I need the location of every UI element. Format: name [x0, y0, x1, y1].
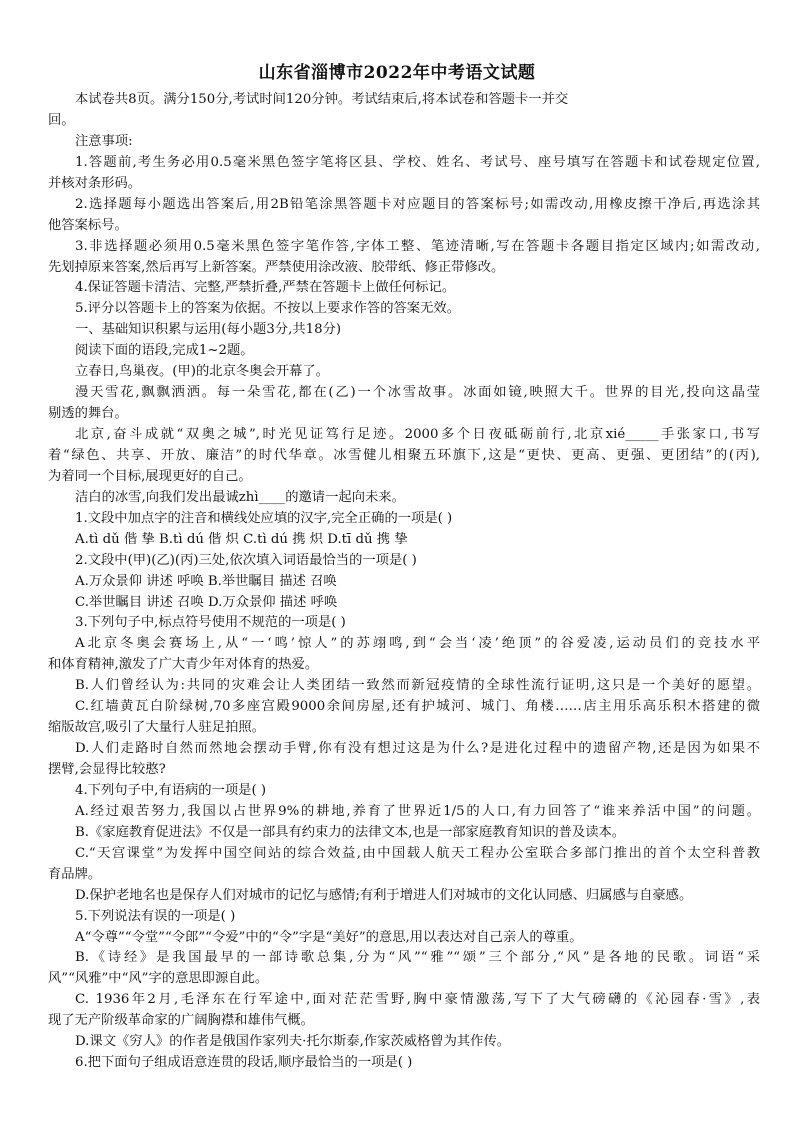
page-title: 山东省淄博市2022年中考语文试题 [258, 63, 536, 83]
text-line: 北京,奋斗成就“双奥之城”,时光见证笃行足迹。2000多个日夜砥砺前行,北京xié_____手张家口,书写 [75, 427, 760, 442]
text-line: 摆臂,会显得比较憨? [48, 762, 166, 777]
text-line: 3.非选择题必须用0.5毫米黑色签字笔作答,字体工整、笔迹清晰,写在答题卡各题目指定区域内;如需改动, [75, 238, 760, 254]
text-line: 1.答题前,考生务必用0.5毫米黑色签字笔将区县、学校、姓名、考试号、座号填写在答题卡和试卷规定位置, [75, 154, 760, 170]
text-line: B.《诗经》是我国最早的一部诗歌总集,分为“风”“雅”“颂”三个部分,“风”是各地的民歌。词语“采 [75, 950, 760, 966]
text-line: 剔透的舞台。 [48, 406, 128, 422]
text-line: 先划掉原来答案,然后再写上新答案。严禁使用涂改液、胶带纸、修正带修改。 [48, 259, 505, 275]
text-line: 6.把下面句子组成语意连贯的段话,顺序最恰当的一项是( ) [75, 1055, 413, 1071]
text-line: 5.评分以答题卡上的答案为依据。不按以上要求作答的答案无效。 [75, 301, 460, 317]
text-line: C.红墙黄瓦白阶绿树,70多座宫殿9000余间房屋,还有护城河、城门、角楼……店主用乐高乐积木搭建的微 [75, 699, 760, 715]
text-line: A北京冬奥会赛场上,从“一‘鸣’惊人”的苏翊鸣,到“会当‘凌’绝顶”的谷爱凌,运动员们的竞技水平 [75, 636, 760, 652]
text-line: D.保护老地名也是保存人们对城市的记忆与感情;有利于增进人们对城市的文化认同感、归属感与自豪感。 [75, 887, 693, 903]
text-line: 4.保证答题卡清洁、完整,严禁折叠,严禁在答题卡上做任何标记。 [75, 280, 456, 296]
text-line: A“令尊”“令堂”“令郎”“令爱”中的“令”字是“美好”的意思,用以表达对自己亲人的尊重。 [75, 929, 583, 945]
text-line: 并核对条形码。 [48, 175, 142, 191]
text-line: C.举世瞩目 讲述 召唤 D.万众景仰 描述 呼唤 [75, 594, 338, 610]
text-line: 立春日,鸟巢夜。(甲)的北京冬奥会开幕了。 [75, 364, 329, 380]
text-line: A.tì dǔ 偕 挚 B.tì dú 偕 炽 C.tì dú 携 炽 D.tī dǔ 携 挚 [75, 531, 408, 547]
text-line: A.经过艰苦努力,我国以占世界9%的耕地,养育了世界近1/5的人口,有力回答了“谁来养活中国”的问题。 [75, 803, 760, 819]
text-line: 洁白的冰雪,向我们发出最诚zhì____的邀请一起向未来。 [75, 489, 405, 505]
text-line: 缩版故宫,吸引了大量行人驻足拍照。 [48, 720, 265, 736]
text-line: 现了无产阶级革命家的广阔胸襟和雄伟气概。 [48, 1013, 314, 1029]
text-line: 本试卷共8页。满分150分,考试时间120分钟。考试结束后,将本试卷和答题卡一并交 [75, 92, 569, 107]
text-line: 漫天雪花,飘飘洒洒。每一朵雪花,都在(乙)一个冰雪故事。冰面如镜,映照大千。世界的目光,投向这晶莹 [75, 385, 760, 401]
text-line: 一、基础知识积累与运用(每小题3分,共18分) [75, 322, 342, 338]
text-line: 着“绿色、共享、开放、廉洁”的时代华章。冰雪健儿相聚五环旗下,这是“更快、更高、更强、更团结”的(丙), [48, 447, 760, 463]
text-line: 回。 [48, 112, 75, 128]
text-line: 2.文段中(甲)(乙)(丙)三处,依次填入词语最恰当的一项是( ) [75, 552, 417, 568]
text-line: B.人们曾经认为:共同的灾难会让人类团结一致然而新冠疫情的全球性流行证明,这只是一个美好的愿望。 [75, 678, 760, 694]
text-line: C.“天宫课堂”为发挥中国空间站的综合效益,由中国载人航天工程办公室联合多部门推出的首个太空科普教 [75, 845, 760, 861]
text-line: B.《家庭教育促进法》不仅是一部具有约束力的法律文本,也是一部家庭教育知识的普及读本。 [75, 824, 626, 840]
text-line: 3.下列句子中,标点符号使用不规范的一项是( ) [75, 615, 346, 631]
text-line: 1.文段中加点字的注音和横线处应填的汉字,完全正确的一项是( ) [75, 510, 453, 526]
text-line: 5.下列说法有误的一项是( ) [75, 908, 236, 924]
text-line: 2.选择题每小题选出答案后,用2B铅笔涂黑答题卡对应题目的答案标号;如需改动,用橡皮擦干净后,再选涂其 [75, 196, 760, 212]
text-line: 为着同一个目标,展现更好的自己。 [48, 468, 252, 484]
text-line: 他答案标号。 [48, 217, 128, 233]
text-line: 育品牌。 [48, 866, 102, 882]
text-line: 阅读下面的语段,完成1~2题。 [75, 343, 254, 359]
text-line: A.万众景仰 讲述 呼唤 B.举世瞩目 描述 召唤 [75, 573, 337, 589]
text-line: 风”“风雅”中“风”字的意思即源自此。 [48, 971, 269, 987]
text-line: 4.下列句子中,有语病的一项是( ) [75, 782, 267, 798]
text-line: C. 1936年2月,毛泽东在行军途中,面对茫茫雪野,胸中豪情激荡,写下了大气磅礴的《沁园春·雪》,表 [75, 992, 760, 1008]
text-line: D.人们走路时自然而然地会摆动手臂,你有没有想过这是为什么?是进化过程中的遗留产物,还是因为如果不 [75, 741, 760, 757]
text-line: D.课文《穷人》的作者是俄国作家列夫·托尔斯泰,作家茨威格曾为其作传。 [75, 1034, 511, 1050]
exam-body [48, 90, 760, 1074]
text-line: 注意事项: [75, 133, 133, 149]
text-line: 和体育精神,激发了广大青少年对体育的热爱。 [48, 657, 319, 673]
